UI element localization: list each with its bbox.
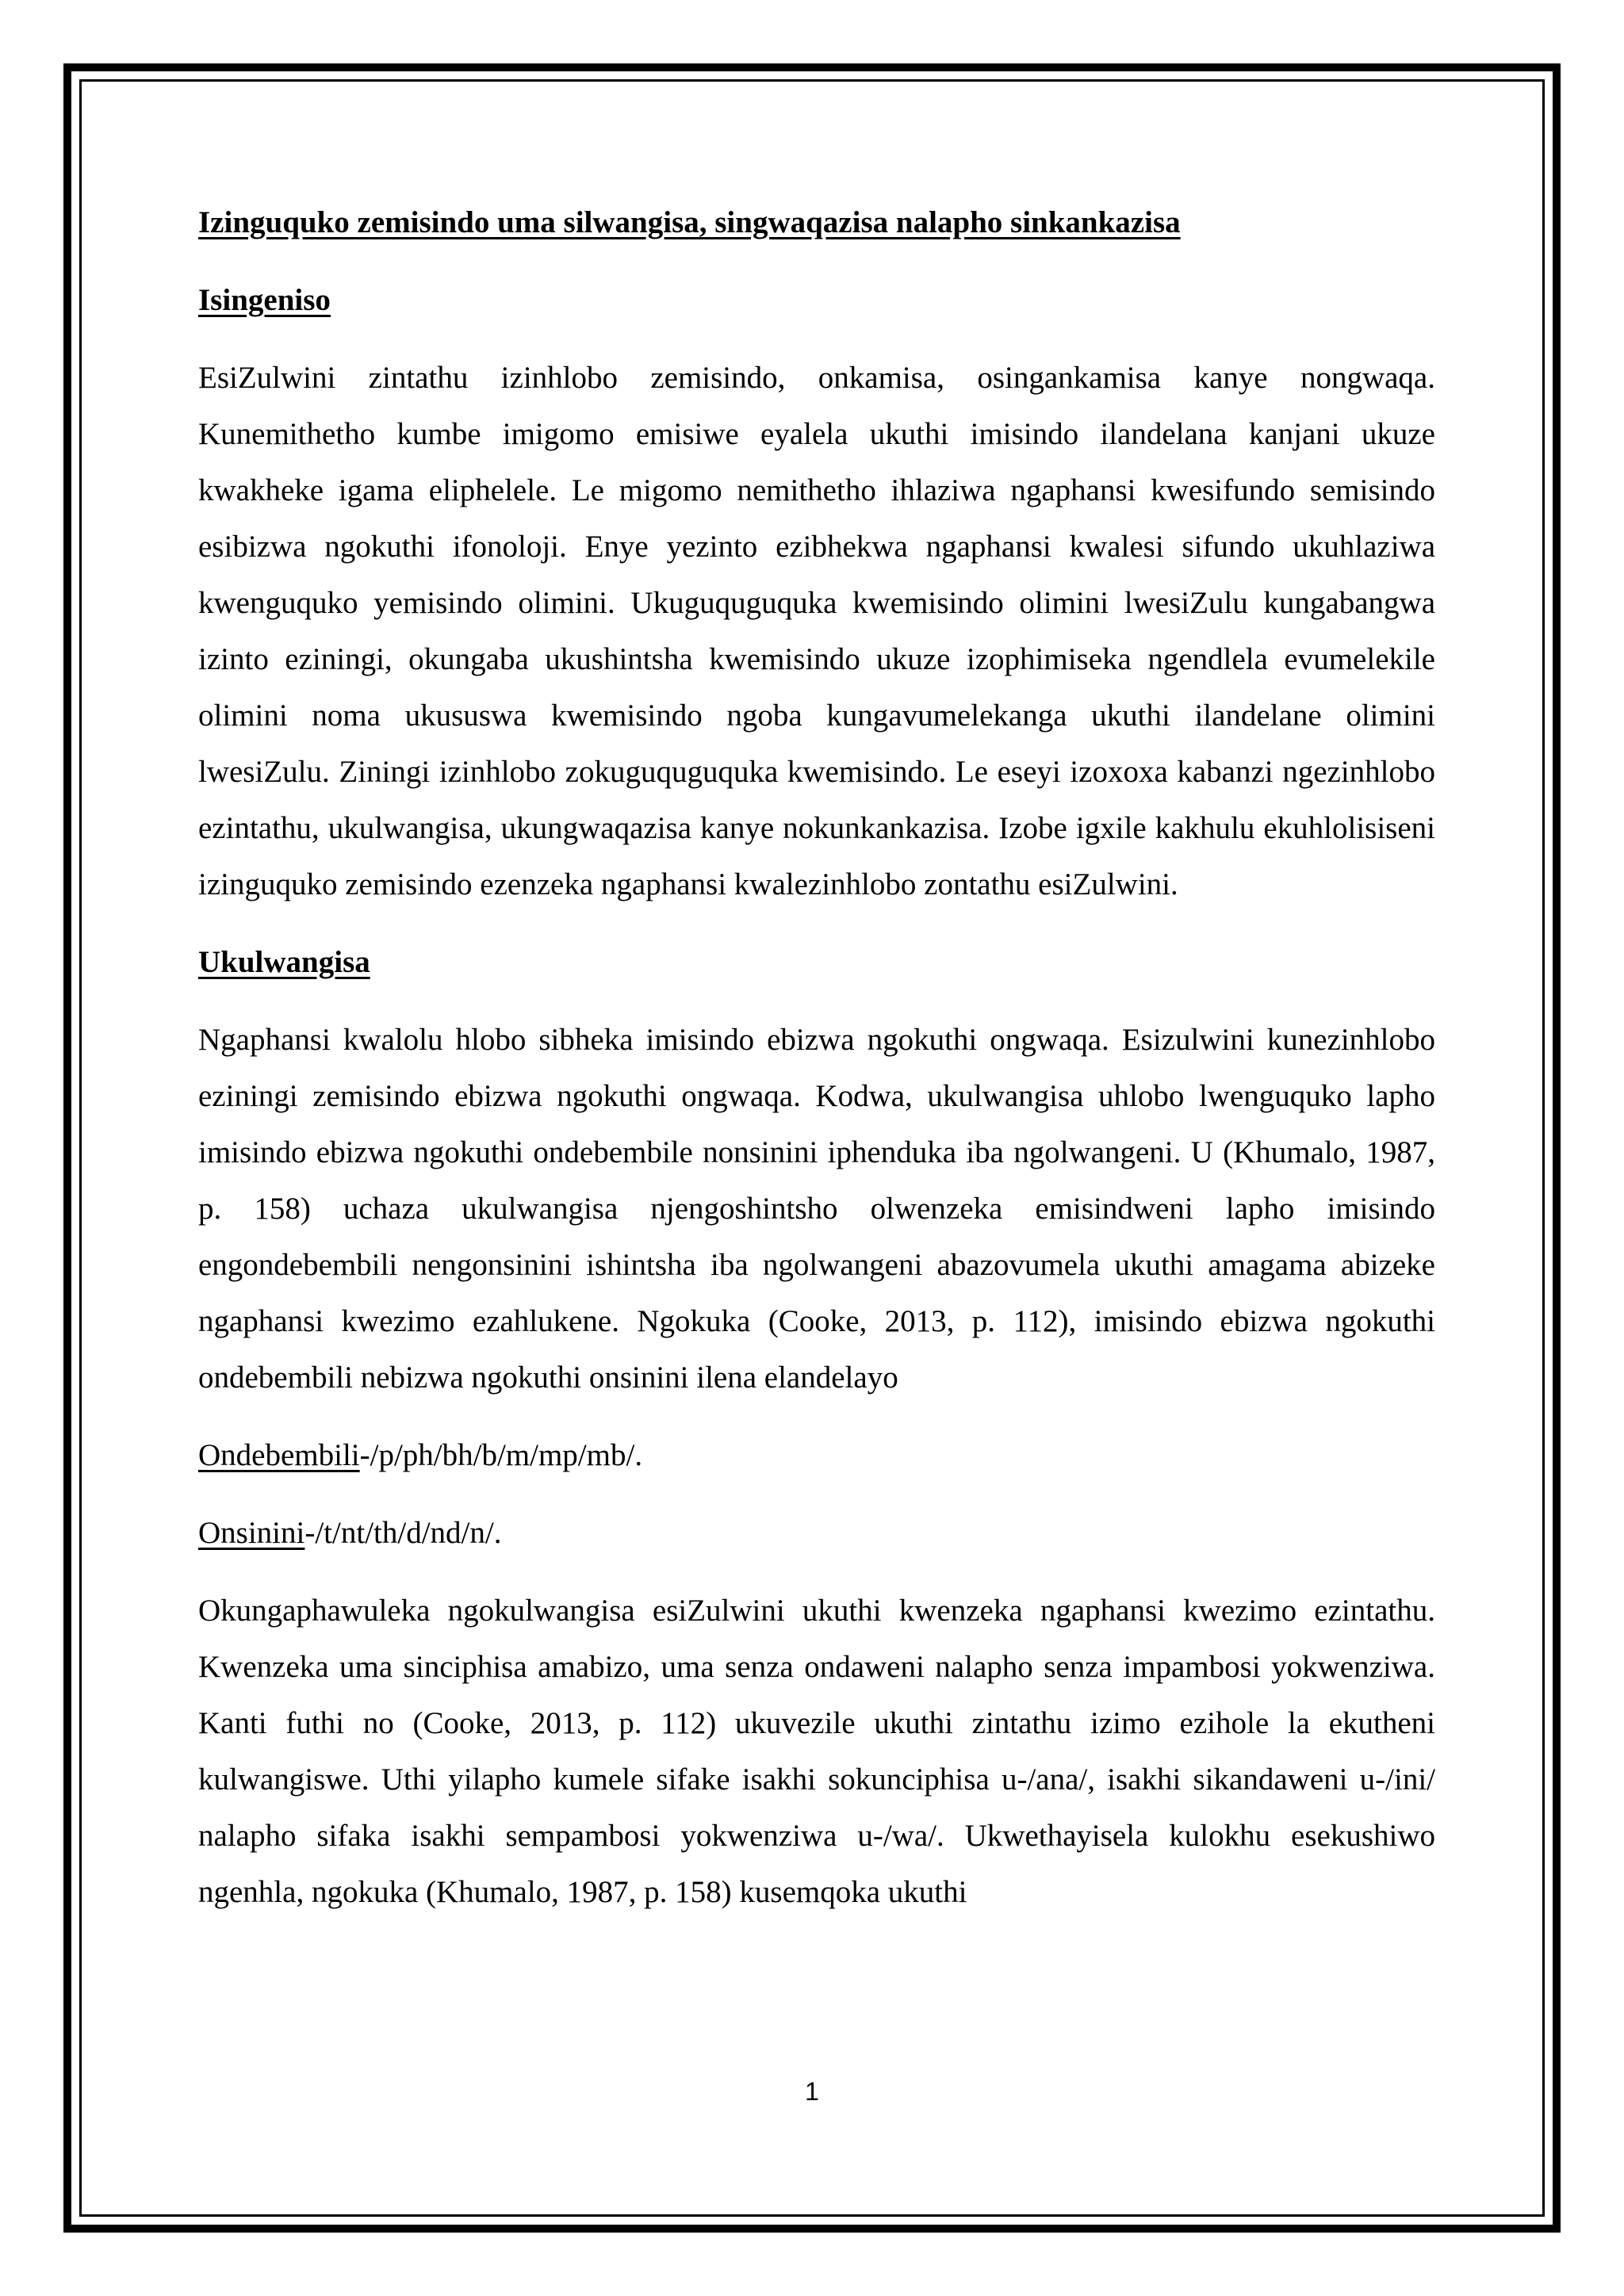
section-heading-isingeniso: Isingeniso — [198, 283, 331, 317]
sound-group-ondebembili — [198, 1427, 1435, 1483]
sound-group-onsinini — [198, 1505, 1435, 1561]
document-body — [198, 194, 1435, 1942]
page-number: 1 — [805, 2077, 819, 2106]
section-heading-ukulwangisa: Ukulwangisa — [198, 945, 370, 979]
sound-group-term: Ondebembili — [198, 1438, 360, 1472]
document-title: Izinguquko zemisindo uma silwangisa, singwaqazisa nalapho sinkankazisa — [198, 205, 1181, 239]
paragraph-ukulwangisa-conditions: Okungaphawuleka ngokulwangisa esiZulwini ukuthi kwenzeka ngaphansi kwezimo ezintathu. Kwenzeka uma sinciphisa amabizo, uma senza ondaweni nalapho senza impambosi yokwenziwa. Kanti futhi no (Cooke, 2013, p. 112) ukuvezile ukuthi zintathu izimo ezihole la ekutheni kulwangiswe. Uthi yilapho kumele sifake isakhi sokunciphisa u-/ana/, isakhi sikandaweni u-/ini/ nalapho sifaka isakhi sempambosi yokwenziwa u-/wa/. Ukwethayisela kulokhu esekushiwo ngenhla, ngokuka (Khumalo, 1987, p. 158) kusemqoka ukuthi — [198, 1594, 1435, 1909]
paragraph-ukulwangisa: Ngaphansi kwalolu hlobo sibheka imisindo ebizwa ngokuthi ongwaqa. Esizulwini kunezinhlobo eziningi zemisindo ebizwa ngokuthi ongwaqa. Kodwa, ukulwangisa uhlobo lwenguquko lapho imisindo ebizwa ngokuthi ondebembile nonsinini iphenduka iba ngolwangeni. U (Khumalo, 1987, p. 158) uchaza ukulwangisa njengoshintsho olwenzeka emisindweni lapho imisindo engondebembili nengonsinini ishintsha iba ngolwangeni abazovumela ukuthi amagama abizeke ngaphansi kwezimo ezahlukene. Ngokuka (Cooke, 2013, p. 112), imisindo ebizwa ngokuthi ondebembili nebizwa ngokuthi onsinini ilena elandelayo — [198, 1023, 1435, 1395]
sound-group-term: Onsinini — [198, 1516, 305, 1550]
sound-group-sounds: -/t/nt/th/d/nd/n/. — [304, 1516, 502, 1550]
paragraph-isingeniso: EsiZulwini zintathu izinhlobo zemisindo, onkamisa, osingankamisa kanye nongwaqa. Kunemithetho kumbe imigomo emisiwe eyalela ukuthi imisindo ilandelana kanjani ukuze kwakheke igama eliphelele. Le migomo nemithetho ihlaziwa ngaphansi kwesifundo semisindo esibizwa ngokuthi ifonoloji. Enye yezinto ezibhekwa ngaphansi kwalesi sifundo ukuhlaziwa kwenguquko yemisindo olimini. Ukuguquguquka kwemisindo olimini lwesiZulu kungabangwa izinto eziningi, okungaba ukushintsha kwemisindo ukuze izophimiseka ngendlela evumelekile olimini noma ukususwa kwemisindo ngoba kungavumelekanga ukuthi ilandelane olimini lwesiZulu. Ziningi izinhlobo zokuguquguquka kwemisindo. Le eseyi izoxoxa kabanzi ngezinhlobo ezintathu, ukulwangisa, ukungwaqazisa kanye nokunkankazisa. Izobe igxile kakhulu ekuhlolisiseni izinguquko zemisindo ezenzeka ngaphansi kwalezinhlobo zontathu esiZulwini. — [198, 361, 1435, 901]
sound-group-sounds: -/p/ph/bh/b/m/mp/mb/. — [359, 1438, 643, 1472]
